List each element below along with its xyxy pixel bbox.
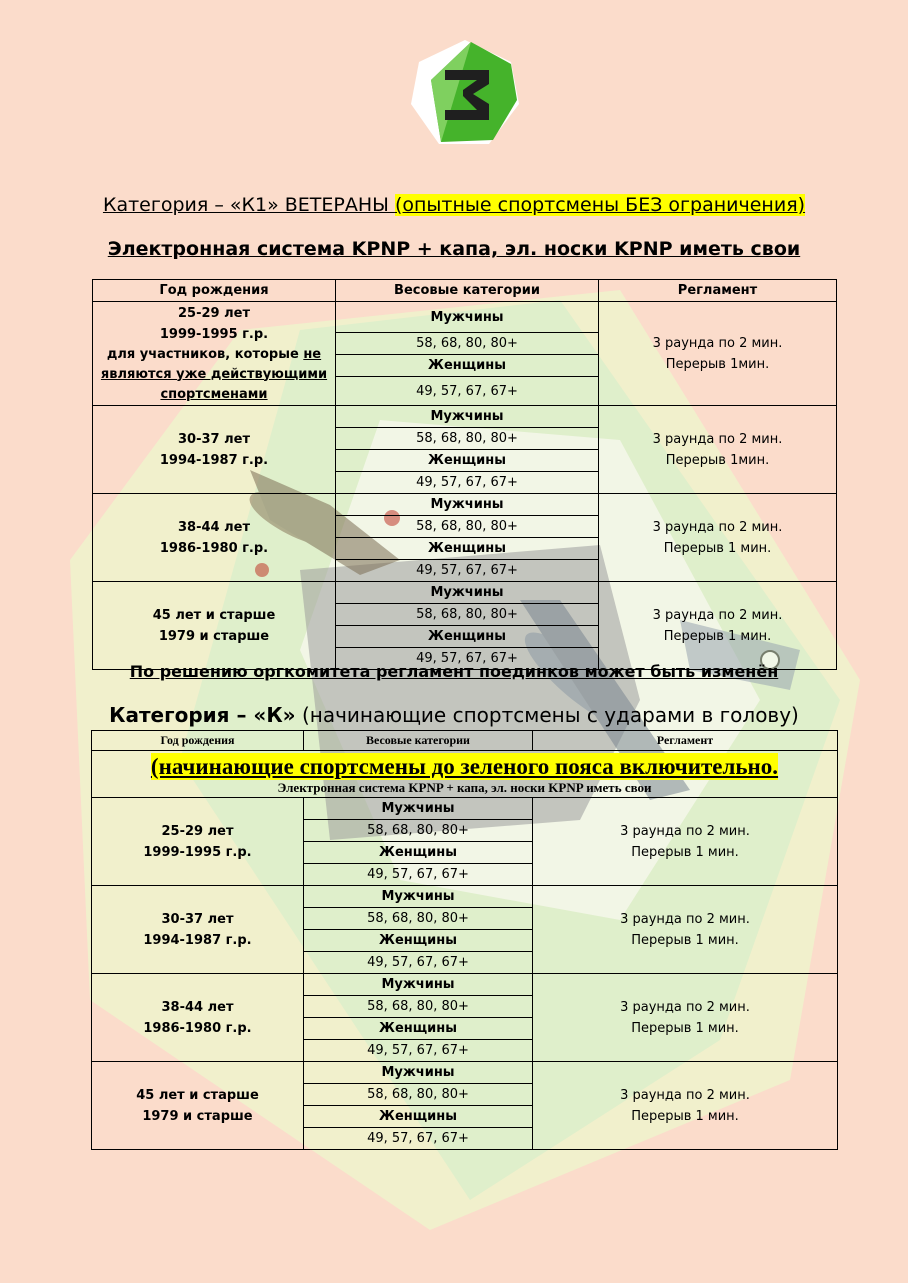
participant-note (93, 345, 335, 405)
regulation-cell (533, 1062, 838, 1150)
section1-table (92, 279, 837, 670)
note-underlined-not: не (303, 346, 322, 362)
birth-years: 1979 и старше (158, 628, 270, 644)
notice-equipment: Электронная система KPNP + капа, эл. носки KPNP иметь свои (277, 779, 652, 795)
break-text: Перерыв 1 мин. (663, 540, 772, 556)
age-range: 45 лет и старше (152, 607, 276, 623)
birth-years: 1979 и старше (142, 1108, 253, 1124)
age-range: 38-44 лет (161, 999, 234, 1015)
women-label: Женщины (336, 626, 599, 648)
note-underlined-rest: являются уже действующими спортсменами (100, 366, 328, 402)
rounds-text: 3 раунда по 2 мин. (652, 431, 783, 447)
birth-years: 1999-1995 г.р. (159, 326, 269, 342)
age-range: 30-37 лет (161, 911, 234, 927)
age-cell (92, 974, 304, 1062)
women-weights: 49, 57, 67, 67+ (304, 1040, 533, 1062)
rounds-text: 3 раунда по 2 мин. (652, 519, 783, 535)
women-weights: 49, 57, 67, 67+ (336, 648, 599, 670)
break-text: Перерыв 1 мин. (631, 844, 739, 860)
rounds-text: 3 раунда по 2 мин. (620, 823, 750, 839)
women-weights: 49, 57, 67, 67+ (304, 1128, 533, 1150)
men-label: Мужчины (336, 582, 599, 604)
age-range: 38-44 лет (178, 519, 250, 535)
regulation-cell (533, 798, 838, 886)
break-text: Перерыв 1 мин. (631, 932, 739, 948)
regulation-cell (599, 582, 837, 670)
men-label: Мужчины (336, 406, 599, 428)
table-row (93, 582, 837, 604)
men-label: Мужчины (336, 302, 599, 333)
birth-years: 1986-1980 г.р. (159, 540, 269, 556)
men-weights: 58, 68, 80, 80+ (304, 908, 533, 930)
section2-title-bold: Категория – «К» (109, 703, 296, 727)
women-weights: 49, 57, 67, 67+ (304, 952, 533, 974)
notice-row (92, 751, 838, 798)
women-weights: 49, 57, 67, 67+ (304, 864, 533, 886)
header-regulation: Регламент (533, 731, 838, 751)
age-cell (92, 798, 304, 886)
table-row (93, 302, 837, 333)
section2-title (0, 703, 908, 727)
section1-title-highlight: (опытные спортсмены БЕЗ ограничения) (394, 194, 806, 216)
rounds-text: 3 раунда по 2 мин. (652, 607, 783, 623)
rounds-text: 3 раунда по 2 мин. (620, 911, 750, 927)
birth-years: 1994-1987 г.р. (143, 932, 252, 948)
section1-footnote: По решению оргкомитета регламент поединков может быть изменён (129, 662, 779, 681)
section1-subtitle: Электронная система KPNP + капа, эл. носки KPNP иметь свои (107, 238, 801, 260)
women-label: Женщины (336, 355, 599, 377)
age-cell (93, 302, 336, 406)
age-range: 25-29 лет (178, 305, 250, 321)
women-weights: 49, 57, 67, 67+ (336, 377, 599, 406)
birth-years: 1986-1980 г.р. (143, 1020, 252, 1036)
section1-title-main: Категория – «К1» ВЕТЕРАНЫ (102, 194, 395, 216)
header-weight-categories: Весовые категории (304, 731, 533, 751)
section1-title (0, 194, 908, 216)
women-label: Женщины (304, 1018, 533, 1040)
hexagon-3-logo-icon (411, 40, 519, 146)
men-weights: 58, 68, 80, 80+ (336, 428, 599, 450)
rounds-text: 3 раунда по 2 мин. (620, 999, 750, 1015)
break-text: Перерыв 1 мин. (631, 1108, 739, 1124)
age-range: 45 лет и старше (136, 1087, 259, 1103)
women-label: Женщины (304, 842, 533, 864)
regulation-cell (599, 302, 837, 406)
table-row (93, 494, 837, 516)
men-label: Мужчины (304, 886, 533, 908)
table-header-row (93, 280, 837, 302)
women-label: Женщины (336, 538, 599, 560)
age-cell (92, 1062, 304, 1150)
women-label: Женщины (304, 930, 533, 952)
men-weights: 58, 68, 80, 80+ (336, 516, 599, 538)
table-row (92, 974, 838, 996)
break-text: Перерыв 1 мин. (663, 628, 772, 644)
note-text: для участников, которые (106, 346, 304, 362)
table-header-row (92, 731, 838, 751)
men-weights: 58, 68, 80, 80+ (336, 333, 599, 355)
women-label: Женщины (304, 1106, 533, 1128)
regulation-cell (599, 494, 837, 582)
men-weights: 58, 68, 80, 80+ (304, 996, 533, 1018)
table-row (92, 1062, 838, 1084)
women-label: Женщины (336, 450, 599, 472)
notice-cell (92, 751, 838, 798)
section2-title-rest: (начинающие спортсмены с ударами в голову) (295, 703, 799, 727)
regulation-cell (533, 886, 838, 974)
table-row (92, 886, 838, 908)
men-weights: 58, 68, 80, 80+ (304, 820, 533, 842)
break-text: Перерыв 1мин. (665, 452, 770, 468)
age-cell (93, 494, 336, 582)
rounds-text: 3 раунда по 2 мин. (620, 1087, 750, 1103)
women-weights: 49, 57, 67, 67+ (336, 472, 599, 494)
men-label: Мужчины (304, 974, 533, 996)
header-weight-categories: Весовые категории (336, 280, 599, 302)
break-text: Перерыв 1мин. (665, 356, 770, 372)
header-birth-year: Год рождения (92, 731, 304, 751)
age-range: 25-29 лет (161, 823, 234, 839)
birth-years: 1994-1987 г.р. (159, 452, 269, 468)
age-range: 30-37 лет (178, 431, 250, 447)
header-regulation: Регламент (599, 280, 837, 302)
women-weights: 49, 57, 67, 67+ (336, 560, 599, 582)
regulation-cell (533, 974, 838, 1062)
section2-table (91, 730, 838, 1150)
table-row (92, 798, 838, 820)
break-text: Перерыв 1 мин. (631, 1020, 739, 1036)
men-label: Мужчины (336, 494, 599, 516)
age-cell (92, 886, 304, 974)
men-weights: 58, 68, 80, 80+ (304, 1084, 533, 1106)
rounds-text: 3 раунда по 2 мин. (652, 335, 783, 351)
men-label: Мужчины (304, 798, 533, 820)
men-weights: 58, 68, 80, 80+ (336, 604, 599, 626)
table-row (93, 406, 837, 428)
header-birth-year: Год рождения (93, 280, 336, 302)
regulation-cell (599, 406, 837, 494)
age-cell (93, 406, 336, 494)
birth-years: 1999-1995 г.р. (143, 844, 252, 860)
men-label: Мужчины (304, 1062, 533, 1084)
notice-beginners: (начинающие спортсмены до зеленого пояса включительно. (150, 753, 779, 779)
age-cell (93, 582, 336, 670)
